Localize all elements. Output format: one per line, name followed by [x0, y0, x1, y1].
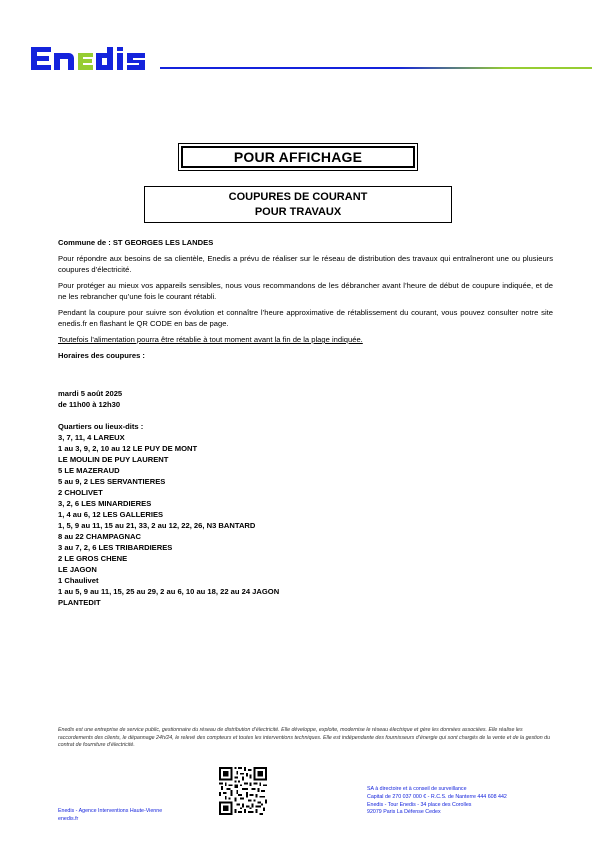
- agency-name: Enedis - Agence Interventions Haute-Vienne: [58, 808, 163, 814]
- list-item: 3, 2, 6 LES MINARDIERES: [58, 499, 152, 508]
- list-item: LE MOULIN DE PUY LAURENT: [58, 455, 169, 464]
- legal-line-3: Enedis - Tour Enedis - 34 place des Corolles: [367, 801, 472, 808]
- list-item: 5 au 9, 2 LES SERVANTIERES: [58, 477, 166, 486]
- legal-line-1: SA à directoire et à conseil de surveillance: [367, 786, 467, 792]
- affichage-box: [178, 143, 418, 171]
- header-gradient-line: [160, 67, 592, 69]
- footer-legal: [367, 786, 507, 817]
- paragraph-2: Pour protéger au mieux vos appareils sensibles, nous vous recommandons de les débrancher avant l’heure de début de coupure indiquée, et de ne les rebrancher qu’une fois le courant rétabli.: [58, 281, 553, 301]
- title-line-2: POUR TRAVAUX: [254, 206, 342, 218]
- list-item: 8 au 22 CHAMPAGNAC: [58, 532, 141, 541]
- legal-line-2: Capital de 270 037 000 € - R.C.S. de Nanterre 444 608 442: [367, 793, 507, 800]
- coupures-title-box: [144, 186, 452, 223]
- footer-disclaimer: Enedis est une entreprise de service public, gestionnaire du réseau de distribution d’électricité. Elle développe, exploite, modernise le réseau électrique et gère les données associées. Elle réalise les raccordements des clients, le dépannage 24h/24, le relevé des compteurs et toutes les interventions techniques. Elle est indépendante des fournisseurs d’énergie qui sont chargés de la vente et de la gestion du contrat de fourniture d’électricité.: [58, 727, 551, 748]
- list-item: 1 au 5, 9 au 11, 15, 25 au 29, 2 au 6, 10 au 18, 22 au 24 JAGON: [58, 587, 280, 596]
- commune-line: Commune de : ST GEORGES LES LANDES: [58, 238, 214, 247]
- list-item: 1 au 3, 9, 2, 10 au 12 LE PUY DE MONT: [58, 444, 198, 453]
- notice-body: [58, 237, 553, 608]
- legal-line-4: 92079 Paris La Défense Cedex: [367, 809, 441, 816]
- list-item: 1 Chaulivet: [58, 576, 99, 585]
- affichage-title: POUR AFFICHAGE: [181, 146, 415, 168]
- list-item: PLANTEDIT: [58, 598, 101, 607]
- list-item: 2 LE GROS CHENE: [58, 554, 128, 563]
- list-item: 5 LE MAZERAUD: [58, 466, 120, 475]
- list-item: 3 au 7, 2, 6 LES TRIBARDIERES: [58, 543, 173, 552]
- footer-agency: [58, 808, 162, 823]
- list-item: 3, 7, 11, 4 LAREUX: [58, 433, 125, 442]
- horaires-label: Horaires des coupures :: [58, 351, 145, 360]
- website-link[interactable]: enedis.fr: [58, 815, 79, 822]
- list-item: 1, 5, 9 au 11, 15 au 21, 33, 2 au 12, 22, 26, N3 BANTARD: [58, 521, 256, 530]
- list-item: 2 CHOLIVET: [58, 488, 103, 497]
- quartiers-label: Quartiers ou lieux-dits :: [58, 422, 144, 431]
- coupure-time: de 11h00 à 12h30: [58, 400, 121, 409]
- quartiers-list: [58, 432, 553, 608]
- list-item: LE JAGON: [58, 565, 97, 574]
- paragraph-3: Pendant la coupure pour suivre son évolution et connaître l’heure approximative de rétablissement du courant, vous pouvez consulter notre site enedis.fr en flashant le QR CODE en bas de page.: [58, 308, 553, 328]
- coupure-date: mardi 5 août 2025: [58, 389, 123, 398]
- qr-code[interactable]: [219, 767, 267, 815]
- list-item: 1, 4 au 6, 12 LES GALLERIES: [58, 510, 164, 519]
- paragraph-4: Toutefois l’alimentation pourra être rétablie à tout moment avant la fin de la plage indiquée.: [58, 335, 363, 344]
- title-line-1: COUPURES DE COURANT: [228, 191, 368, 203]
- paragraph-1: Pour répondre aux besoins de sa clientèle, Enedis a prévu de réaliser sur le réseau de distribution des travaux qui entraîneront une ou plusieurs coupures d’électricité.: [58, 254, 553, 274]
- enedis-logo: [29, 42, 157, 72]
